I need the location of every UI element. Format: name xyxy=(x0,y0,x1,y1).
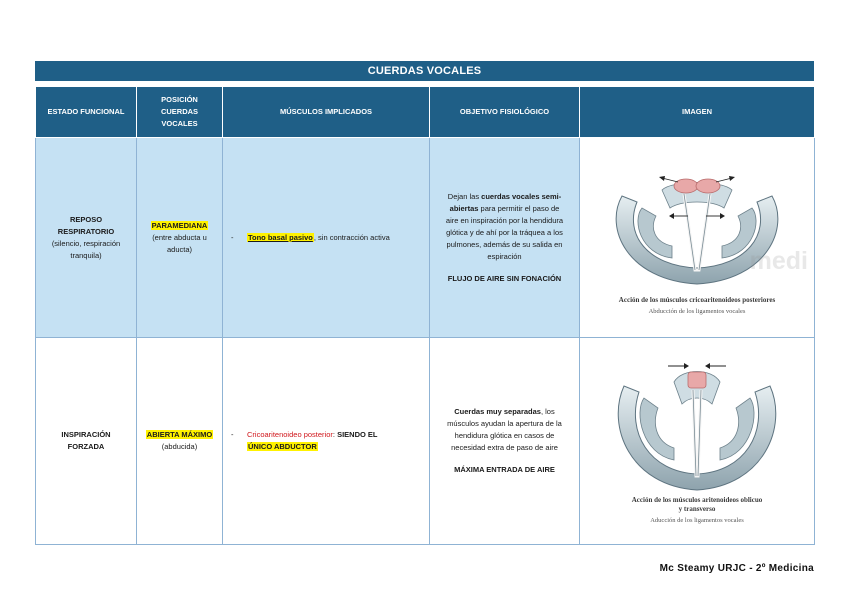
header-imagen: IMAGEN xyxy=(580,87,815,138)
cell-estado xyxy=(36,338,137,545)
table-row xyxy=(36,338,815,545)
table-row xyxy=(36,138,815,338)
posicion-sub-line1: (entre abducta u xyxy=(152,232,207,242)
objetivo-summary: FLUJO DE AIRE SIN FONACIÓN xyxy=(447,273,562,283)
cell-objetivo xyxy=(430,138,580,338)
header-objetivo: OBJETIVO FISIOLÓGICO xyxy=(430,87,580,138)
musculo-highlight: ÚNICO ABDUCTOR xyxy=(248,442,317,451)
estado-title-line2: RESPIRATORIO xyxy=(57,226,115,236)
estado-sub-line2: tranquila) xyxy=(70,250,102,260)
vocal-cords-table xyxy=(35,86,815,545)
figure-abduction xyxy=(585,158,809,317)
musculo-text: , sin contracción activa xyxy=(313,232,390,242)
header-musculos: MÚSCULOS IMPLICADOS xyxy=(223,87,430,138)
musculo-bold: SIENDO EL xyxy=(337,430,378,439)
objetivo-text: para permitir el paso de xyxy=(478,203,560,213)
figure-subcaption: Abducción de los ligamentos vocales xyxy=(648,307,746,315)
header-posicion-line3: VOCALES xyxy=(161,119,198,128)
figure-subcaption: Aducción de los ligamentos vocales xyxy=(650,516,744,524)
objetivo-text: aire en inspiración por la hendidura xyxy=(445,215,564,225)
footer-credit: Mc Steamy URJC - 2º Medicina xyxy=(659,563,814,574)
bullet-dash: - xyxy=(231,232,234,242)
estado-title-line2: FORZADA xyxy=(67,442,105,451)
musculo-red-text: Cricoaritenoideo posterior xyxy=(247,430,333,439)
estado-sub-line1: (silencio, respiración xyxy=(51,238,121,248)
cell-musculos xyxy=(223,338,430,545)
cell-estado xyxy=(36,138,137,338)
cell-objetivo xyxy=(430,338,580,545)
larynx-adduction-illustration xyxy=(602,356,792,496)
objetivo-text: pulmones, además de su salida en xyxy=(446,239,563,249)
bullet-dash: - xyxy=(231,430,234,439)
estado-title-line1: REPOSO xyxy=(69,214,103,224)
objetivo-text: Dejan las xyxy=(447,191,482,201)
posicion-sub-line2: aducta) xyxy=(166,244,193,254)
cell-imagen xyxy=(580,338,815,545)
objetivo-bold: Cuerdas muy separadas xyxy=(454,407,541,416)
figure-caption: Acción de los músculos cricoaritenoideos posteriores xyxy=(618,295,776,304)
objetivo-text: espiración xyxy=(487,251,522,261)
table-title: CUERDAS VOCALES xyxy=(35,61,814,81)
objetivo-text: necesidad extra de paso de aire xyxy=(451,443,558,452)
figure-adduction xyxy=(585,356,809,526)
objetivo-text: glótica y de ahí por la tráquea a los xyxy=(446,227,563,237)
header-row xyxy=(36,87,815,138)
header-posicion-line2: CUERDAS xyxy=(160,107,199,116)
cell-posicion xyxy=(137,138,223,338)
objetivo-bold: cuerdas vocales semi- xyxy=(481,191,562,201)
watermark: medi xyxy=(749,247,808,275)
objetivo-text: , los xyxy=(540,407,555,416)
musculo-highlight: Tono basal pasivo xyxy=(248,232,313,242)
posicion-sub-line1: (abducida) xyxy=(161,442,198,451)
figure-caption-line2: y transverso xyxy=(678,504,716,513)
document-sheet xyxy=(35,61,814,545)
header-estado-funcional: ESTADO FUNCIONAL xyxy=(36,87,137,138)
objetivo-bold: abiertas xyxy=(449,203,479,213)
objetivo-text: músculos ayudan la apertura de la xyxy=(447,419,562,428)
figure-caption-line1: Acción de los músculos aritenoideos oblicuo xyxy=(631,496,763,505)
cell-imagen xyxy=(580,138,815,338)
cell-musculos xyxy=(223,138,430,338)
estado-title-line1: INSPIRACIÓN xyxy=(61,430,111,439)
header-posicion xyxy=(137,87,223,138)
cell-posicion xyxy=(137,338,223,545)
musculo-colon: : xyxy=(332,430,338,439)
objetivo-text: hendidura glótica en casos de xyxy=(454,431,555,440)
posicion-highlight: ABIERTA MÁXIMO xyxy=(146,430,213,439)
objetivo-summary: MÁXIMA ENTRADA DE AIRE xyxy=(454,465,555,474)
header-posicion-line1: POSICIÓN xyxy=(161,95,198,104)
posicion-highlight: PARAMEDIANA xyxy=(151,220,208,230)
